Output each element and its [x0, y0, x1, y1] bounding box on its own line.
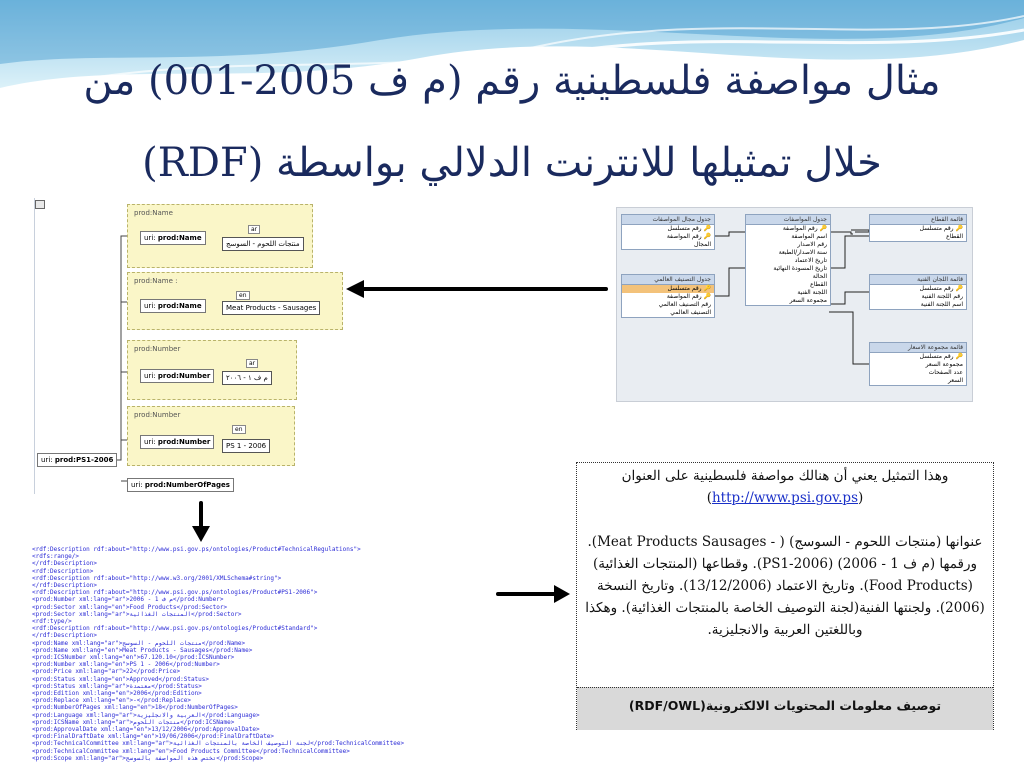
table-title: قائمة القطاع	[870, 215, 966, 225]
code-line	[32, 719, 537, 726]
code-line	[32, 596, 537, 603]
code-line	[32, 560, 537, 567]
root-resource-box[interactable]	[37, 453, 117, 467]
literal-value-box[interactable]	[222, 237, 304, 251]
uri-prefix: uri:	[131, 481, 143, 489]
literal-value-box[interactable]	[222, 439, 270, 453]
table-field: 🔑 رقم المواصفة	[782, 225, 827, 232]
code-line	[32, 575, 537, 582]
literal-value: م ف ١ - ٢٠٠٦	[226, 374, 268, 382]
table-field: اللجنة الفنية	[797, 289, 827, 296]
literal-value: Meat Products - Sausages	[226, 304, 317, 312]
table-sector-list[interactable]	[869, 214, 967, 242]
code-text: </rdf:Description>	[32, 582, 98, 590]
node-label: prod:Number	[134, 345, 181, 353]
table-committee-list[interactable]	[869, 274, 967, 310]
slide-title-line-2: خلال تمثيلها للانترنت الدلالي بواسطة (RDF)	[142, 140, 882, 186]
code-text: <rdfs:range/>	[32, 553, 79, 561]
code-text: <rdf:Description>	[32, 567, 94, 575]
code-text: <prod:Number xml:lang="ar">م ف 1 - 2006</prod:Number>	[32, 596, 224, 604]
uri-prefix: uri:	[144, 372, 156, 380]
code-line	[32, 676, 537, 683]
table-field: تاريخ المسودة النهائية	[773, 265, 827, 272]
code-text: <prod:Number xml:lang="en">PS 1 - 2006</prod:Number>	[32, 661, 220, 669]
code-line	[32, 611, 537, 618]
code-line	[32, 632, 537, 639]
explanation-footer-caption: توصيف معلومات المحتويات الالكترونية(RDF/OWL)	[577, 687, 993, 730]
table-field: مجموعة السعر	[789, 297, 827, 304]
explanation-link-line: (http://www.psi.gov.ps)	[706, 490, 864, 506]
table-field: الحالة	[812, 273, 827, 280]
code-text: <prod:NumberOfPages xml:lang="en">18</prod:NumberOfPages>	[32, 704, 238, 712]
table-field: سنة الاصدار/الطبعة	[778, 249, 827, 256]
key-icon: 🔑	[703, 233, 711, 240]
code-text: <rdf:Description rdf:about="http://www.psi.gov.ps/ontologies/Product#TechnicalRegulations">	[32, 546, 361, 553]
code-text: <prod:Name xml:lang="en">Meat Products - Sausages</prod:Name>	[32, 646, 253, 654]
code-line	[32, 755, 537, 762]
table-field: 🔑 رقم المواصفة	[666, 293, 711, 300]
code-line	[32, 748, 537, 755]
table-field: 🔑 رقم متسلسل	[919, 285, 963, 292]
code-text: <prod:ICSNumber xml:lang="en">67.120.10</prod:ICSNumber>	[32, 654, 235, 662]
uri-prefix: uri:	[41, 456, 53, 464]
table-field: 🔑 رقم المواصفة	[666, 233, 711, 240]
key-icon: 🔑	[955, 353, 963, 360]
table-field: المجال	[693, 241, 711, 248]
table-field: التصنيف العالمي	[670, 309, 711, 316]
code-text: <prod:Sector xml:lang="ar">المنتجات الغذائية</prod:Sector>	[32, 610, 242, 618]
node-property-box[interactable]	[140, 231, 206, 245]
uri-prefix: uri:	[144, 438, 156, 446]
literal-value: منتجات اللحوم - السوسج	[226, 240, 300, 248]
explanation-intro: وهذا التمثيل يعني أن هنالك مواصفة فلسطينية على العنوان	[621, 468, 949, 484]
code-line	[32, 668, 537, 675]
uri-prefix: uri:	[144, 302, 156, 310]
code-line	[32, 604, 537, 611]
table-standards[interactable]	[745, 214, 831, 306]
key-icon: 🔑	[703, 293, 711, 300]
table-field: اسم اللجنة الفنية	[920, 301, 963, 308]
table-field: اسم المواصفة	[791, 233, 827, 240]
code-text: <prod:Scope xml:lang="ar">تختص هذه المواصفة بالسوسج</prod:Scope>	[32, 754, 264, 762]
table-field: تاريخ الاعتماد	[794, 257, 827, 264]
code-text: <prod:ICSName xml:lang="ar">منتجات اللحوم</prod:ICSName>	[32, 718, 235, 726]
code-text: <prod:TechnicalCommittee xml:lang="en">Food Products Committee</prod:TechnicalCommittee>	[32, 747, 350, 755]
node-property: prod:Number	[157, 372, 211, 380]
code-line	[32, 661, 537, 668]
code-text: <rdf:type/>	[32, 618, 72, 626]
node-number-of-pages[interactable]	[127, 478, 234, 492]
table-field: السعر	[947, 377, 963, 384]
node-label: prod:Name	[134, 209, 173, 217]
table-title: قائمة اللجان الفنية	[870, 275, 966, 285]
table-field: رقم الاصدار	[797, 241, 827, 248]
table-title: جدول مجال المواصفات	[622, 215, 714, 225]
code-line	[32, 690, 537, 697]
root-uri: prod:PS1-2006	[54, 456, 114, 464]
code-text: <prod:Name xml:lang="ar">منتجات اللحوم - السوسج</prod:Name>	[32, 639, 246, 647]
code-line	[32, 625, 537, 632]
code-line	[32, 740, 537, 747]
code-text: </rdf:Description>	[32, 632, 98, 640]
code-line	[32, 726, 537, 733]
explanation-body	[585, 465, 985, 641]
rdf-xml-code-snippet	[32, 546, 537, 762]
code-line	[32, 683, 537, 690]
table-field-selected: 🔑 رقم متسلسل	[622, 285, 714, 293]
table-field: 🔑 رقم متسلسل	[919, 353, 963, 360]
node-property-box[interactable]	[140, 299, 206, 313]
code-text: </rdf:Description>	[32, 560, 98, 568]
key-icon: 🔑	[955, 285, 963, 292]
code-text: <prod:Status xml:lang="ar">معتمدة</prod:Status>	[32, 682, 202, 690]
code-line	[32, 618, 537, 625]
node-property: prod:NumberOfPages	[144, 481, 230, 489]
code-line	[32, 546, 537, 553]
uri-prefix: uri:	[144, 234, 156, 242]
code-line	[32, 589, 537, 596]
key-icon: 🔑	[703, 225, 711, 232]
node-property-box[interactable]	[140, 435, 214, 449]
code-line	[32, 704, 537, 711]
code-line	[32, 654, 537, 661]
table-price-group-list[interactable]	[869, 342, 967, 386]
lang-tag[interactable]: ar	[248, 225, 260, 234]
node-property: prod:Name	[157, 234, 202, 242]
code-text: <prod:Edition xml:lang="en">2006</prod:Edition>	[32, 690, 202, 698]
code-line	[32, 553, 537, 560]
table-standard-domains[interactable]	[621, 214, 715, 250]
table-international-classification[interactable]	[621, 274, 715, 318]
code-line	[32, 568, 537, 575]
code-line	[32, 697, 537, 704]
table-field: رقم التصنيف العالمي	[658, 301, 711, 308]
code-line	[32, 733, 537, 740]
table-field: القطاع	[810, 281, 827, 288]
node-property: prod:Name	[157, 302, 202, 310]
key-icon: 🔑	[703, 285, 711, 292]
rdf-graph-panel	[34, 198, 347, 494]
table-field: مجموعة السعر	[925, 361, 963, 368]
node-label: prod:Name :	[134, 277, 178, 285]
code-text: <prod:Replace xml:lang="en">-</prod:Replace>	[32, 697, 191, 705]
table-title: قائمة مجموعة الاسعار	[870, 343, 966, 353]
graph-node-name-ar[interactable]	[127, 204, 313, 268]
slide-title-line-1: مثال مواصفة فلسطينية رقم (م ف 2005-001) من	[83, 58, 941, 104]
table-field: 🔑 رقم متسلسل	[667, 225, 711, 232]
table-field: القطاع	[946, 233, 963, 240]
code-line	[32, 640, 537, 647]
key-icon: 🔑	[955, 225, 963, 232]
graph-node-number-ar[interactable]	[127, 340, 297, 400]
code-line	[32, 582, 537, 589]
code-text: <prod:FinalDraftDate xml:lang="en">19/06/2006</prod:FinalDraftDate>	[32, 733, 275, 741]
table-title: جدول التصنيف العالمي	[622, 275, 714, 285]
code-line	[32, 712, 537, 719]
code-text: <rdf:Description rdf:about="http://www.w3.org/2001/XMLSchema#string">	[32, 574, 282, 582]
lang-tag[interactable]: en	[232, 425, 246, 434]
code-text: <prod:Status xml:lang="en">Approved</prod:Status>	[32, 675, 210, 683]
spacer	[585, 509, 985, 531]
psi-website-link[interactable]: http://www.psi.gov.ps	[711, 490, 859, 506]
table-field: رقم اللجنة الفنية	[921, 293, 963, 300]
literal-value-box[interactable]	[222, 301, 320, 315]
code-text: <prod:Price xml:lang="ar">22</prod:Price>	[32, 668, 181, 676]
table-title: جدول المواصفات	[746, 215, 830, 225]
code-text: <prod:Sector xml:lang="en">Food Products</prod:Sector>	[32, 603, 228, 611]
explanation-text-box	[576, 462, 994, 730]
table-field: 🔑 رقم متسلسل	[919, 225, 963, 232]
code-text: <prod:Language xml:lang="ar">العربية والانجليزية</prod:Language>	[32, 711, 260, 719]
node-property-box[interactable]	[140, 369, 214, 383]
code-text: <rdf:Description rdf:about="http://www.psi.gov.ps/ontologies/Product#Standard">	[32, 625, 318, 633]
node-property: prod:Number	[157, 438, 211, 446]
literal-value: PS 1 - 2006	[226, 442, 267, 450]
explanation-paragraph: عنوانها (منتجات اللحوم - السوسج) ( - Meat Products Sausages). ورقمها (م ف 1 - 2006) (PS1-2006). وقطاعها (المنتجات الغذائية) (Food Products). وتاريخ الاعتماد (13/12/2006). وتاريخ النسخة (2006). ولجنتها الفنية(لجنة التوصيف الخاصة بالمنتجات الغذائية). وهكذا وباللغتين العربية والانجليزية.	[585, 534, 985, 638]
literal-value-box[interactable]	[222, 371, 272, 385]
graph-node-name-en[interactable]	[127, 272, 343, 330]
database-diagram	[616, 207, 973, 402]
code-text: <prod:ApprovalDate xml:lang="en">13/12/2006</prod:ApprovalDate>	[32, 726, 260, 734]
lang-tag[interactable]: en	[236, 291, 250, 300]
code-text: <prod:TechnicalCommittee xml:lang="ar">لجنة التوصيف الخاصة بالمنتجات الغذائية</prod:TechnicalCommittee>	[32, 740, 405, 748]
table-field: عدد الصفحات	[928, 369, 963, 376]
graph-node-number-en[interactable]	[127, 406, 295, 466]
code-text: <rdf:Description rdf:about="http://www.psi.gov.ps/ontologies/Product#PS1-2006">	[32, 589, 318, 597]
key-icon: 🔑	[819, 225, 827, 232]
lang-tag[interactable]: ar	[246, 359, 258, 368]
code-line	[32, 647, 537, 654]
node-label: prod:Number	[134, 411, 181, 419]
